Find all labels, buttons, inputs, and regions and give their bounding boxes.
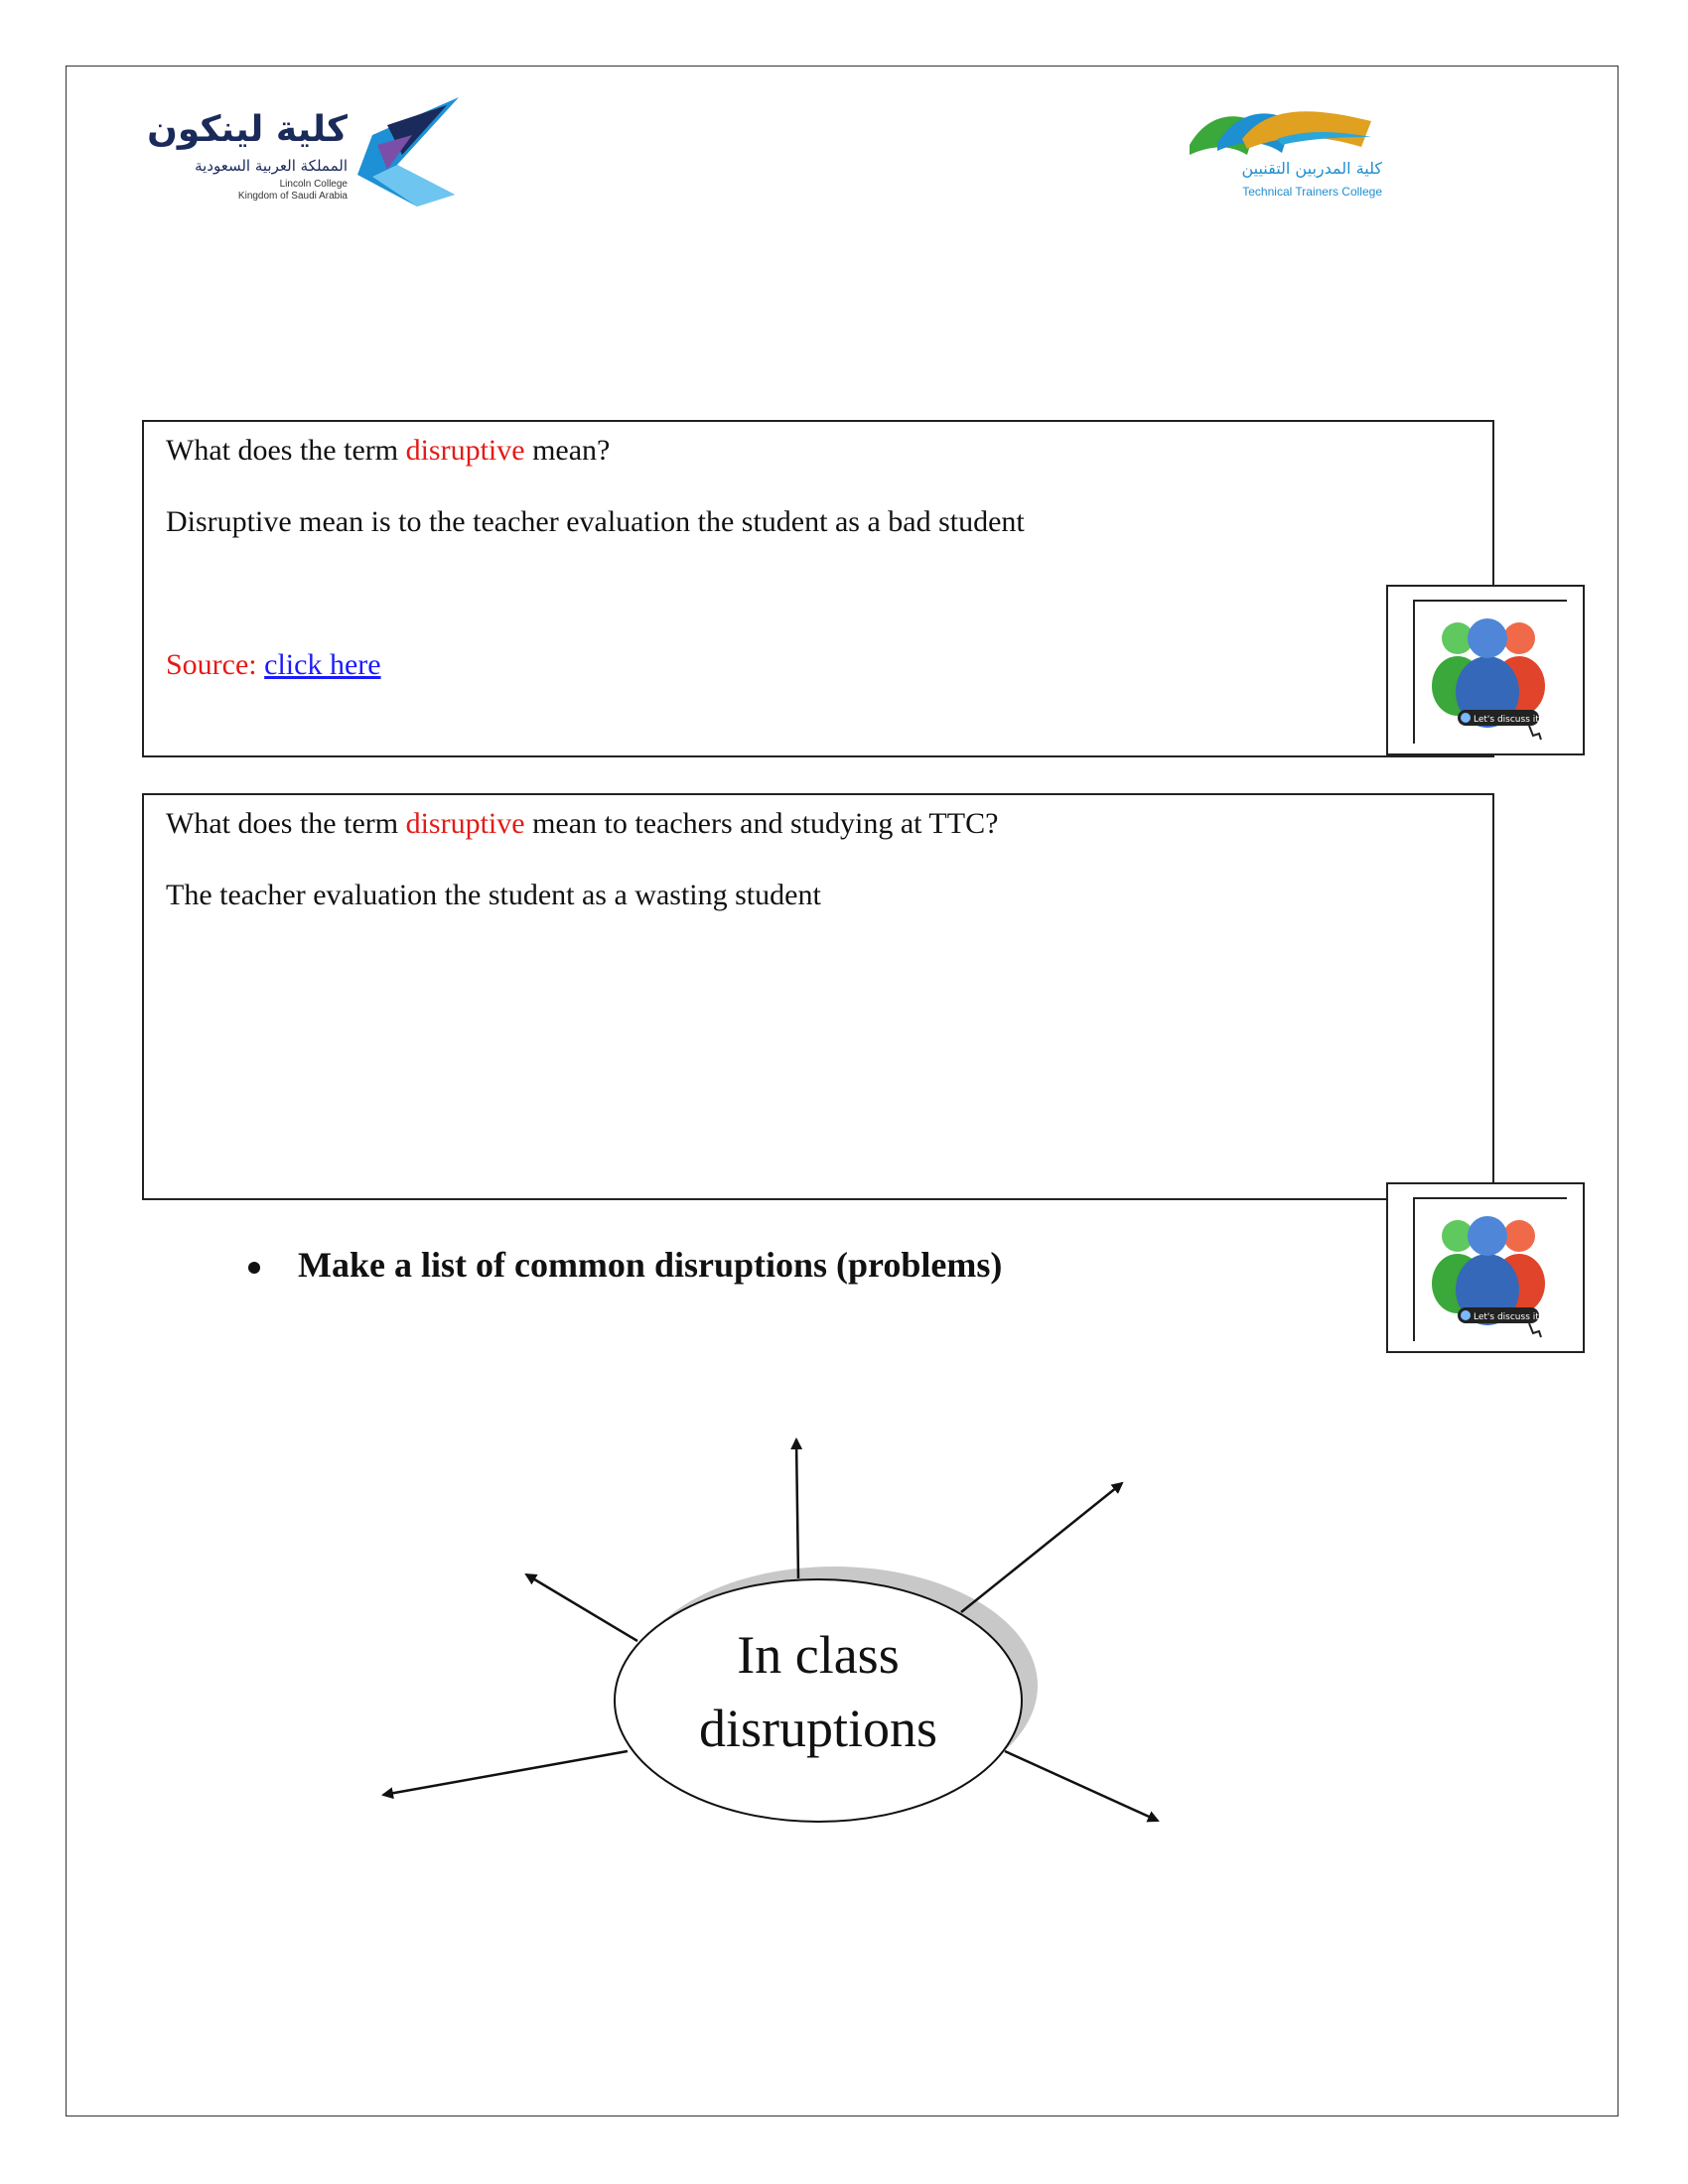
ttc-english-name: Technical Trainers College bbox=[1242, 185, 1382, 199]
source-link[interactable]: click here bbox=[264, 648, 381, 681]
question-2-answer: The teacher evaluation the student as a wasting student bbox=[166, 879, 821, 911]
center-line-2: disruptions bbox=[698, 1699, 938, 1758]
question-1-prefix: What does the term bbox=[166, 434, 406, 467]
ttc-wave-icon bbox=[1188, 103, 1386, 163]
bullet-dot-icon bbox=[248, 1262, 260, 1274]
question-box-1 bbox=[142, 420, 1494, 757]
question-2-suffix: mean to teachers and studying at TTC? bbox=[524, 807, 999, 840]
source-label: Source: bbox=[166, 648, 265, 681]
arrow-up bbox=[796, 1439, 798, 1578]
question-1-source bbox=[166, 648, 381, 682]
discuss-people-icon bbox=[1388, 1184, 1583, 1351]
question-1-term: disruptive bbox=[405, 434, 525, 467]
question-2-term: disruptive bbox=[405, 807, 525, 840]
arrow-up-right bbox=[961, 1483, 1122, 1612]
question-box-2 bbox=[142, 793, 1494, 1200]
discuss-badge-1 bbox=[1386, 585, 1585, 755]
lincoln-arabic-country: المملكة العربية السعودية bbox=[195, 157, 348, 175]
ttc-arabic-name: كلية المدربين التقنيين bbox=[1241, 159, 1382, 178]
discuss-badge-2 bbox=[1386, 1182, 1585, 1353]
ttc-logo bbox=[1188, 103, 1386, 206]
lincoln-english-name: Lincoln College bbox=[279, 179, 348, 190]
bullet-text: Make a list of common disruptions (problems) bbox=[298, 1245, 1003, 1285]
lincoln-arabic-name: كلية لينكون bbox=[147, 109, 348, 150]
lincoln-college-logo bbox=[147, 95, 467, 212]
arrow-down-right bbox=[1005, 1751, 1158, 1821]
question-2-prompt bbox=[166, 807, 998, 841]
center-line-1: In class bbox=[737, 1625, 900, 1685]
question-1-suffix: mean? bbox=[524, 434, 611, 467]
mindmap-center-text bbox=[620, 1618, 1017, 1765]
question-1-answer: Disruptive mean is to the teacher evaluation the student as a bad student bbox=[166, 505, 1025, 538]
discuss-label-2: Let's discuss it bbox=[1474, 1312, 1539, 1322]
question-1-prompt bbox=[166, 434, 610, 468]
arrow-left bbox=[383, 1751, 628, 1795]
lincoln-english-country: Kingdom of Saudi Arabia bbox=[237, 191, 348, 202]
question-2-prefix: What does the term bbox=[166, 807, 406, 840]
discuss-people-icon bbox=[1388, 587, 1583, 753]
discuss-label-1: Let's discuss it bbox=[1474, 715, 1539, 725]
